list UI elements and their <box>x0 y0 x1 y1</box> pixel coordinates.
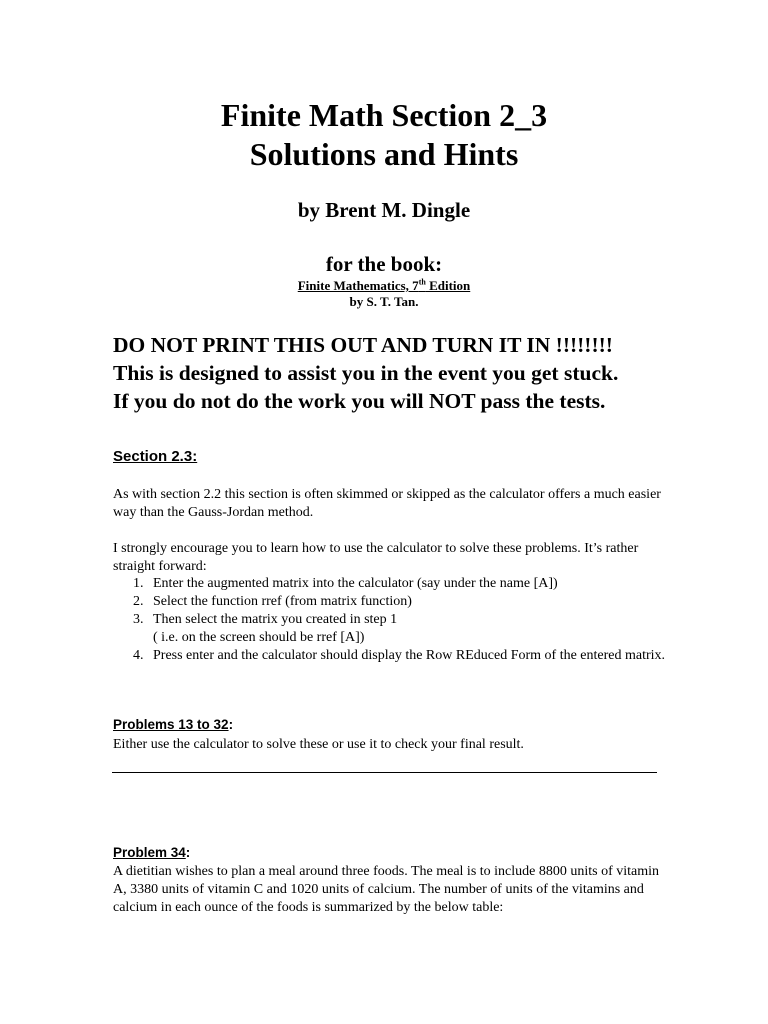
calculator-steps-list <box>113 575 687 665</box>
problem-34-heading-text: Problem 34 <box>113 845 186 860</box>
step-item <box>147 647 687 665</box>
book-edition-word: Edition <box>425 278 471 293</box>
book-info <box>0 278 768 310</box>
step-note: ( i.e. on the screen should be rref [A]) <box>153 630 365 645</box>
title-line-2: Solutions and Hints <box>249 136 519 172</box>
book-author: by S. T. Tan. <box>349 294 419 309</box>
warning-line-3: If you do not do the work you will NOT pass the tests. <box>113 389 606 413</box>
section-intro-paragraph: As with section 2.2 this section is often skimmed or skipped as the calculator offers a much easier way than the Gauss-Jordan method. <box>113 487 661 520</box>
book-title <box>0 278 768 294</box>
problem-34-text: A dietitian wishes to plan a meal around three foods. The meal is to include 8800 units of vitamin A, 3380 units of vitamin C and 1020 units of calcium. The number of units of the vitamins and calcium in each ounce of the foods is summarized by the below table: <box>113 864 660 915</box>
page-title <box>0 96 768 174</box>
warning-line-1: DO NOT PRINT THIS OUT AND TURN IT IN !!!!!!!! <box>113 333 613 357</box>
step-item <box>147 593 687 611</box>
book-edition-superscript: th <box>418 277 426 287</box>
warning-line-2: This is designed to assist you in the event you get stuck. <box>113 361 619 385</box>
calculator-encourage-paragraph: I strongly encourage you to learn how to use the calculator to solve these problems. It’s rather straight forward: <box>113 541 639 574</box>
problems-13-32-heading-text: Problems 13 to 32 <box>113 717 229 732</box>
book-title-text <box>298 278 471 293</box>
step-text: Press enter and the calculator should display the Row REduced Form of the entered matrix. <box>153 648 666 663</box>
problem-34-heading <box>113 845 190 860</box>
heading-colon: : <box>185 845 191 860</box>
for-book-label: for the book: <box>325 252 443 276</box>
horizontal-divider <box>112 772 657 773</box>
step-item <box>147 611 687 647</box>
problems-13-32-text: Either use the calculator to solve these or use it to check your final result. <box>113 737 524 752</box>
book-title-main: Finite Mathematics, 7 <box>297 278 419 293</box>
section-heading: Section 2.3: <box>113 448 198 465</box>
warning-block <box>113 331 618 415</box>
title-line-1: Finite Math Section 2_3 <box>220 97 548 133</box>
step-text: Select the function rref (from matrix function) <box>153 594 412 609</box>
step-text: Enter the augmented matrix into the calculator (say under the name [A]) <box>153 576 558 591</box>
step-item <box>147 575 687 593</box>
heading-colon: : <box>228 717 234 732</box>
author-line: by Brent M. Dingle <box>297 198 471 222</box>
step-text: Then select the matrix you created in step 1 <box>153 612 398 627</box>
problems-13-32-heading <box>113 717 233 732</box>
